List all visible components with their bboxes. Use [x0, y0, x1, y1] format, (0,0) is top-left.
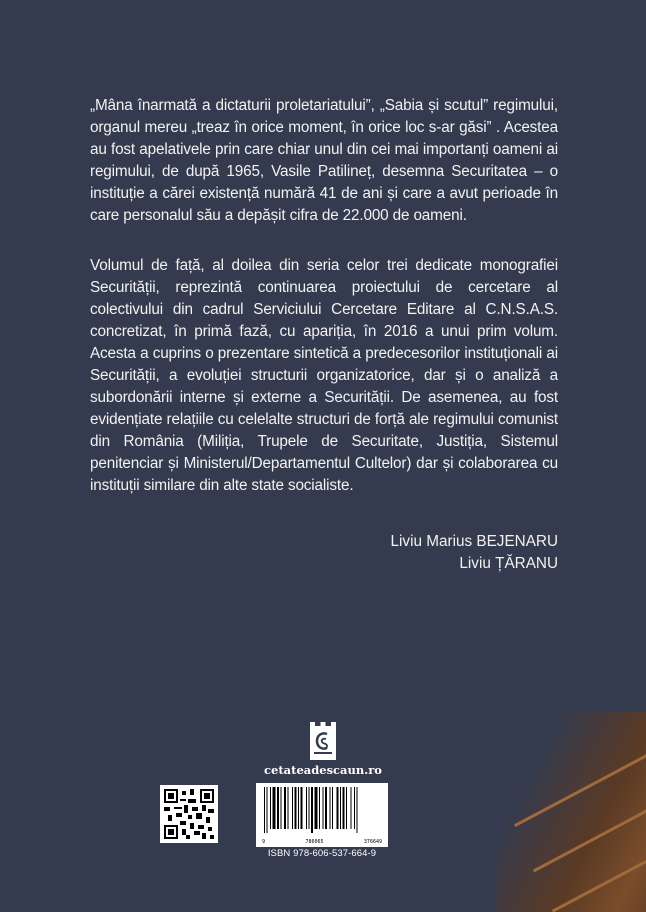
authors-block [391, 531, 558, 575]
bookshelf-corner-image [496, 712, 646, 912]
isbn-number: ISBN 978-606-537-664-9 [267, 848, 377, 859]
barcode-digits-group-2: 376649 [363, 839, 382, 845]
author-1: Liviu Marius BEJENARU [390, 533, 558, 550]
barcode-digits [262, 839, 382, 845]
barcode [256, 783, 388, 847]
paragraph-1: „Mâna înarmată a dictaturii proletariatului”, „Sabia și scutul” regimului, organul mereu „treaz în orice moment, în orice loc s-ar găsi” . Acestea au fost apelativele prin care chiar unul din cei mai importanți oameni ai regimului, de după 1965, Vasile Patilineț, desemna Securitatea – o instituție a cărei existență numără 41 de ani și care a avut perioade în care personalul său a depășit cifra de 22.000 de oameni. [90, 97, 558, 224]
barcode-bars [262, 787, 382, 833]
castle-tower-icon [310, 722, 336, 760]
paragraph-2: Volumul de față, al doilea din seria celor trei dedicate monografiei Securității, reprezintă continuarea proiectului de cercetare al colectivului din cadrul Serviciului Cercetare Editare al C.N.S.A.S. concretizat, în primă fază, cu apariția, în 2016 a unui prim volum. Acesta a cuprins o prezentare sintetică a predecesorilor instituționali ai Securității, a evoluției structurii organizatorice, dar și o analiză a subordonării interne și externe a Securității. De asemenea, au fost evidențiate relațiile cu celelalte structuri de forță ale regimului comunist din România (Miliția, Trupele de Securitate, Justiția, Sistemul penitenciar și Ministerul/Departamentul Cultelor) dar și colaborarea cu instituții similare din alte state socialiste. [90, 257, 558, 494]
back-cover-text [90, 95, 558, 525]
barcode-digit-left: 9 [262, 839, 266, 845]
qr-code [160, 785, 218, 843]
author-2: Liviu ȚĂRANU [459, 555, 558, 572]
barcode-digits-group-1: 786065 [305, 839, 324, 845]
publisher-website: cetateadescaun.ro [264, 763, 382, 777]
